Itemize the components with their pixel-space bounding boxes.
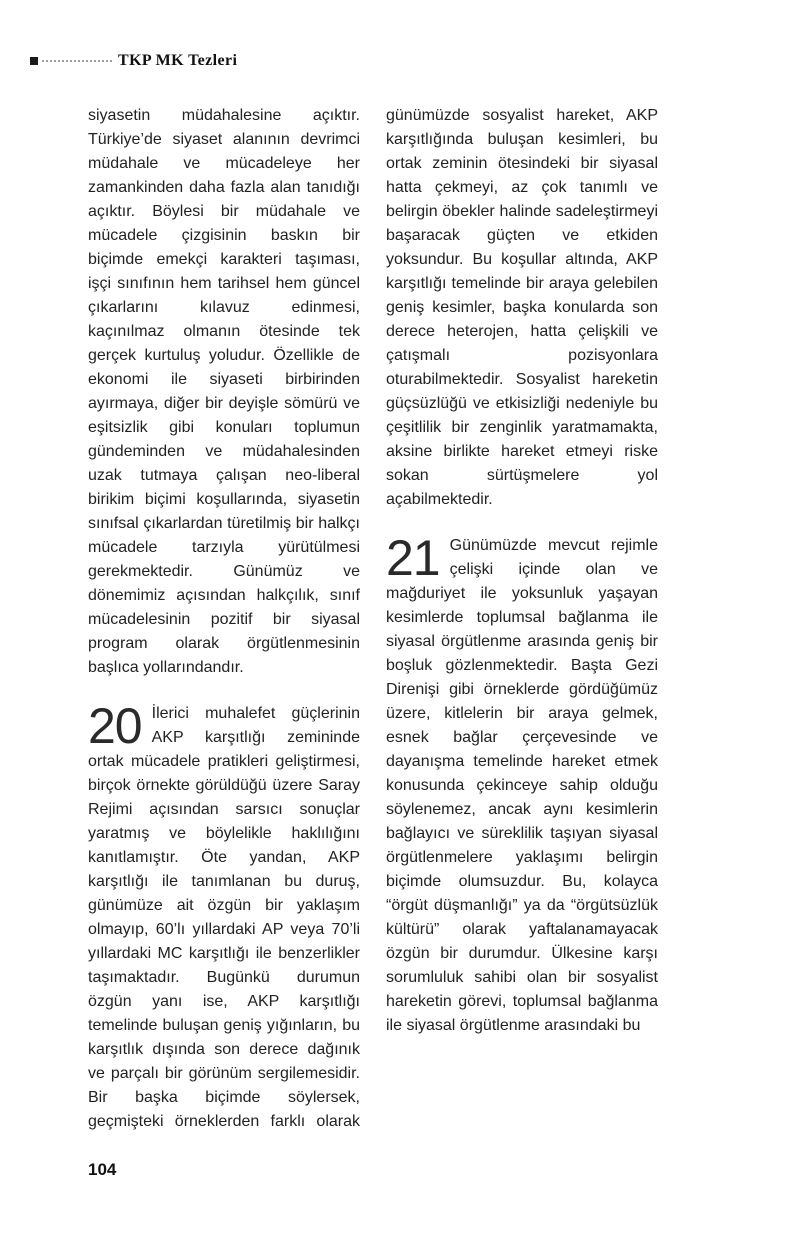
page-header-title: TKP MK Tezleri <box>118 52 238 69</box>
section-number: 20 <box>88 698 142 754</box>
text-columns <box>88 104 658 1150</box>
header-square-marker-icon <box>30 57 38 65</box>
section-number: 21 <box>386 530 440 586</box>
section-text: siyasetin müdahalesine açıktır. Türkiye’de siyaset alanının devrimci müdahale ve mücadeleye her zamankinden daha fazla alan tanıdığı açıktır. Böylesi bir müdahale ve mücadele çizgisinin baskın bir biçimde emekçi karakteri taşıması, işçi sınıfının hem tarihsel hem güncel çıkarlarını kılavuz edinmesi, kaçınılmaz olmanın ötesinde tek gerçek kurtuluş yoludur. Özellikle de ekonomi ile siyaseti birbirinden ayırmaya, diğer bir deyişle sömürü ve eşitsizlik gibi konuları toplumun gündeminden ve müdahalesinden uzak tutmaya çalışan neo-liberal birikim biçimi koşullarında, siyasetin sınıfsal çıkarlardan türetilmiş bir halkçı mücadele tarzıyla yürütülmesi gerekmektedir. Günümüz ve dönemimiz açısından halkçılık, sınıf mücadelesinin pozitif bir siyasal program olarak örgütlenmesinin başlıca yollarındandır. <box>88 107 360 676</box>
section-text: İlerici muhalefet güçlerinin AKP karşıtlığı zemininde ortak mücadele pratikleri geliştirmesi, birçok örnekte görüldüğü üzere Saray Rejimi açısından sarsıcı sonuçlar yaratmış ve böylelikle haklılığını kanıtlamıştır. Öte yandan, AKP karşıtlığı ile tanımlanan bu duruş, günümüze ait özgün bir yaklaşım olmayıp, 60’lı yıllardaki AP veya 70’li yıllardaki MC karşıtlığı ile benzerlikler taşımaktadır. Bugünkü durumun özgün yanı ise, AKP karşıtlığı temelinde buluşan geniş yığınların, bu karşıtlık dışında son derece dağınık ve parçalı bir görünüm sergilemesidir. Bir başka biçimde söylersek, geçmişteki örneklerden farklı olarak günümüzde sosyalist hareket, AKP karşıtlığında buluşan kesimleri, bu ortak zeminin ötesindeki bir siyasal hatta çekmeyi, az çok tanımlı ve belirgin öbekler halinde sadeleştirmeyi başaracak güçten ve etkiden yoksundur. Bu koşullar altında, AKP karşıtlığı temelinde bir araya gelebilen geniş kesimler, başka konularda son derece heterojen, hatta çelişkili ve çatışmalı pozisyonlara oturabilmektedir. Sosyalist hareketin güçsüzlüğü ve etkisizliği nedeniyle bu çeşitlilik bir zenginlik yaratmamakta, aksine birlikte hareket etmeyi riske sokan sürtüşmelere yol açabilmektedir. <box>88 107 658 1130</box>
section-text: Günümüzde mevcut rejimle çelişki içinde olan ve mağduriyet ile yoksunluk yaşayan kesimlerde toplumsal bağlanma ile siyasal örgütlenme arasında geniş bir boşluk gözlenmektedir. Başta Gezi Direnişi gibi örneklerde gördüğümüz üzere, kitlelerin bir araya gelmek, esnek bağlar çerçevesinde ve dayanışma temelinde hareket etmek konusunda çekinceye sahip olduğu söylenemez, ancak aynı kesimlerin bağlayıcı ve süreklilik taşıyan siyasal örgütlenmelere yaklaşımı belirgin biçimde olumsuzdur. Bu, kolayca “örgüt düşmanlığı” ya da “örgütsüzlük kültürü” olarak yaftalanamayacak özgün bir durumdur. Ülkesine karşı sorumluluk sahibi olan bir sosyalist hareketin görevi, toplumsal bağlanma ile siyasal örgütlenme arasındaki bu <box>386 537 658 1034</box>
paragraph <box>386 530 658 1038</box>
page-number: 104 <box>88 1160 117 1179</box>
running-header <box>30 52 237 70</box>
header-dotted-rule <box>42 60 112 62</box>
paragraph <box>88 104 360 680</box>
